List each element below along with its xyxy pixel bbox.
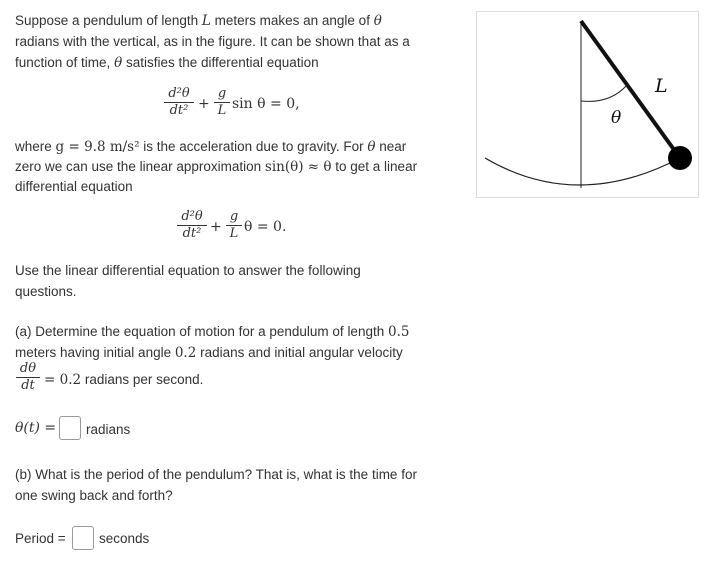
pendulum-figure (476, 11, 699, 198)
instruction-line-1: Use the linear differential equation to answer the following (15, 263, 361, 278)
angle-arc (581, 85, 627, 101)
intro-line-1: Suppose a pendulum of length L meters makes an angle of θ (15, 13, 382, 29)
intro-line-2: radians with the vertical, as in the figure. It can be shown that as a (15, 34, 410, 49)
eq2-plus: + (210, 219, 222, 235)
eq1-plus: + (198, 96, 210, 112)
length-label: L (655, 75, 668, 97)
part-a-dtheta-dt-fraction: dθ dt (16, 361, 40, 394)
eq2-fraction-d2theta-dt2: d²θ dt² (177, 209, 207, 242)
instruction-line-2: questions. (15, 284, 77, 299)
theta-t-label: θ(t) = (15, 420, 57, 436)
part-b-line-1: (b) What is the period of the pendulum? That is, what is the time for (15, 467, 417, 482)
theta-t-unit: radians (86, 422, 131, 437)
where-line-3: differential equation (15, 179, 133, 194)
period-unit: seconds (99, 531, 150, 546)
pendulum-diagram (477, 12, 698, 197)
where-line-1: where g = 9.8 m/s² is the acceleration due to gravity. For θ near (15, 139, 407, 155)
part-a-line-2: meters having initial angle 0.2 radians and initial angular velocity (15, 345, 403, 361)
eq2-fraction-g-L: g L (226, 209, 242, 242)
eq2-tail: θ = 0. (244, 219, 287, 235)
part-a-velocity: = 0.2 radians per second. (44, 372, 204, 388)
theta-label: θ (611, 108, 622, 128)
intro-line-3: function of time, θ satisfies the differential equation (15, 55, 319, 71)
theta-t-input[interactable] (59, 416, 81, 440)
eq1-fraction-d2theta-dt2: d²θ dt² (164, 86, 194, 119)
pendulum-bob (668, 146, 692, 170)
eq1-tail: sin θ = 0, (232, 96, 300, 112)
part-b-line-2: one swing back and forth? (15, 488, 173, 503)
eq1-fraction-g-L: g L (214, 86, 230, 119)
period-input[interactable] (72, 526, 94, 550)
where-line-2: zero we can use the linear approximation sin(θ) ≈ θ to get a linear (15, 159, 418, 175)
part-a-line-1: (a) Determine the equation of motion for a pendulum of length 0.5 (15, 324, 410, 340)
period-label: Period = (15, 531, 66, 546)
swing-arc (485, 158, 680, 185)
